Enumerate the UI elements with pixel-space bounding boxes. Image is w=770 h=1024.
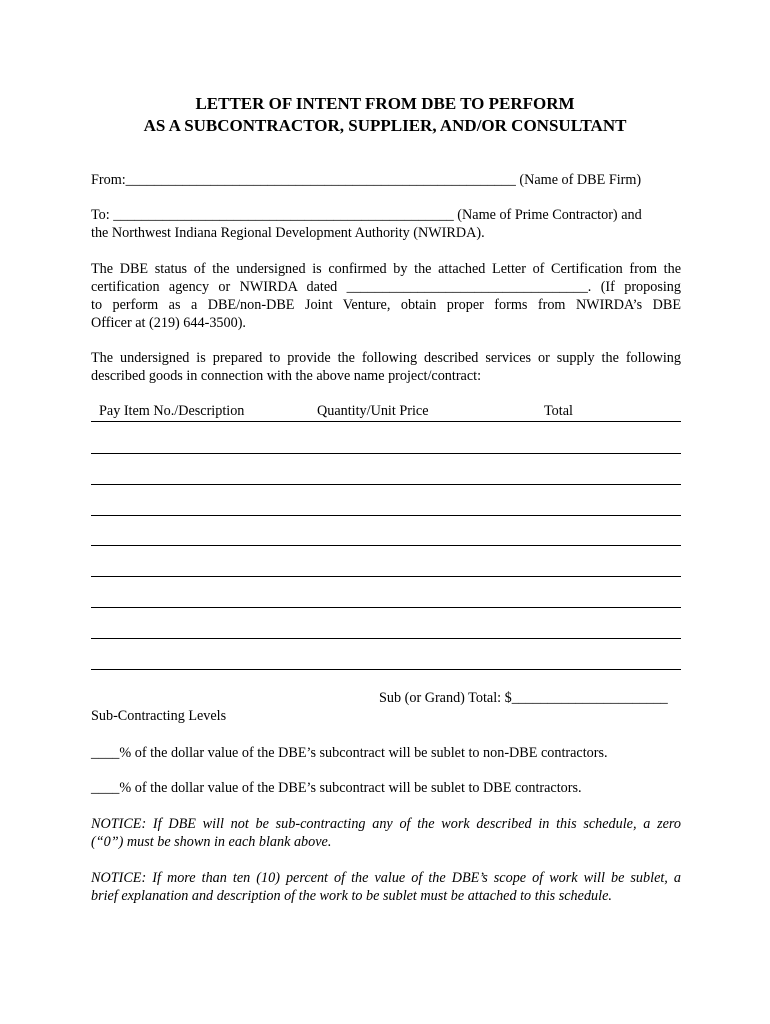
to-field-line[interactable]: To: ________________________________________________ (Name of Prime Contractor) and xyxy=(91,207,642,223)
table-blank-row[interactable] xyxy=(91,607,681,608)
notice-zero-entry xyxy=(91,815,681,851)
paragraph-line: to perform as a DBE/non-DBE Joint Venture, obtain proper forms from NWIRDA’s DBE xyxy=(91,297,681,313)
sublet-dbe-percent-field[interactable]: ____% of the dollar value of the DBE’s subcontract will be sublet to DBE contractors. xyxy=(91,780,582,796)
document-title-line-1: LETTER OF INTENT FROM DBE TO PERFORM xyxy=(195,94,575,113)
column-header-total: Total xyxy=(544,403,573,419)
column-header-description: Pay Item No./Description xyxy=(99,403,245,419)
table-blank-row[interactable] xyxy=(91,638,681,639)
paragraph-line[interactable]: certification agency or NWIRDA dated __________________________________. (If proposing xyxy=(91,279,681,295)
table-header-rule xyxy=(91,421,681,422)
notice-line: brief explanation and description of the work to be sublet must be attached to this schedule. xyxy=(91,888,612,904)
from-field-line[interactable]: From:_______________________________________________________ (Name of DBE Firm) xyxy=(91,172,642,188)
table-blank-row[interactable] xyxy=(91,453,681,454)
table-blank-row[interactable] xyxy=(91,515,681,516)
notice-line: NOTICE: If DBE will not be sub-contracting any of the work described in this schedule, a zero xyxy=(91,816,681,832)
notice-sublet-explanation xyxy=(91,869,681,905)
sublet-non-dbe-percent-field[interactable]: ____% of the dollar value of the DBE’s subcontract will be sublet to non-DBE contractors. xyxy=(91,745,608,761)
column-header-quantity: Quantity/Unit Price xyxy=(317,403,429,419)
document-title-line-2: AS A SUBCONTRACTOR, SUPPLIER, AND/OR CONSULTANT xyxy=(143,116,627,135)
paragraph-line: described goods in connection with the above name project/contract: xyxy=(91,368,482,384)
services-paragraph xyxy=(91,349,681,385)
paragraph-line: The undersigned is prepared to provide the following described services or supply the following xyxy=(91,350,681,366)
table-blank-row[interactable] xyxy=(91,669,681,670)
table-blank-row[interactable] xyxy=(91,576,681,577)
sub-contracting-levels-label: Sub-Contracting Levels xyxy=(91,708,227,724)
to-field-continuation: the Northwest Indiana Regional Development Authority (NWIRDA). xyxy=(91,225,485,241)
grand-total-field[interactable]: Sub (or Grand) Total: $______________________ xyxy=(379,690,668,706)
paragraph-line[interactable]: The DBE status of the undersigned is confirmed by the attached Letter of Certification from the xyxy=(91,261,681,277)
notice-line: (“0”) must be shown in each blank above. xyxy=(91,834,332,850)
paragraph-line: Officer at (219) 644-3500). xyxy=(91,315,246,331)
dbe-status-paragraph xyxy=(91,260,681,332)
table-blank-row[interactable] xyxy=(91,545,681,546)
notice-line: NOTICE: If more than ten (10) percent of the value of the DBE’s scope of work will be sublet, a xyxy=(91,870,681,886)
table-blank-row[interactable] xyxy=(91,484,681,485)
